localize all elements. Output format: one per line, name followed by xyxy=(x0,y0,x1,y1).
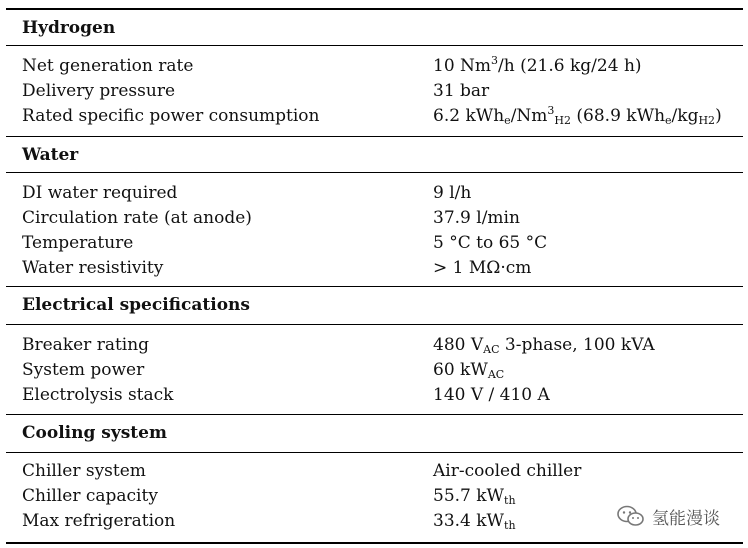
row-label: Net generation rate xyxy=(22,56,194,76)
row-label: Chiller system xyxy=(22,461,146,481)
row-value: 6.2 $kWh_e/Nm^3_{H2}$ (68.9 $kWh_e/kg_{H2}$) xyxy=(433,104,722,127)
row-label: Chiller capacity xyxy=(22,486,158,506)
row-value: 55.7 $kW_{th}$ xyxy=(433,486,516,507)
section-rule xyxy=(6,452,743,453)
watermark xyxy=(616,503,720,529)
section-hydrogen-title: Hydrogen xyxy=(22,18,116,38)
section-rule xyxy=(6,45,743,46)
row-label: Rated specific power consumption xyxy=(22,106,320,126)
section-cooling-title: Cooling system xyxy=(22,423,167,443)
row-value: 10 Nm$^3$/h (21.6 kg/24 h) xyxy=(433,54,642,76)
row-label: Circulation rate (at anode) xyxy=(22,208,252,228)
watermark-text: 氢能漫谈 xyxy=(652,508,720,529)
row-label: Breaker rating xyxy=(22,335,150,355)
wechat-icon xyxy=(616,504,646,528)
section-rule xyxy=(6,414,743,415)
row-value: 480 $V_{AC}$ 3-phase, 100 kVA xyxy=(433,335,655,356)
row-value: 31 bar xyxy=(433,81,490,101)
section-rule xyxy=(6,324,743,325)
section-electrical-title: Electrical specifications xyxy=(22,295,250,315)
table-top-rule xyxy=(6,8,743,10)
table-bottom-rule xyxy=(6,542,743,544)
row-value: 60 $kW_{AC}$ xyxy=(433,360,505,381)
row-value: Air-cooled chiller xyxy=(433,461,582,481)
row-label: Max refrigeration xyxy=(22,511,176,531)
row-label: DI water required xyxy=(22,183,178,203)
row-label: Delivery pressure xyxy=(22,81,176,101)
row-value: 140 V / 410 A xyxy=(433,385,550,405)
section-rule xyxy=(6,172,743,173)
row-value: 5 °C to 65 °C xyxy=(433,233,548,253)
row-label: Electrolysis stack xyxy=(22,385,174,405)
row-value: 37.9 l/min xyxy=(433,208,520,228)
section-rule xyxy=(6,286,743,287)
row-value: 9 l/h xyxy=(433,183,472,203)
row-label: Water resistivity xyxy=(22,258,164,278)
row-label: System power xyxy=(22,360,145,380)
section-water-title: Water xyxy=(22,145,79,165)
row-label: Temperature xyxy=(22,233,134,253)
row-value: > 1 MΩ·cm xyxy=(433,258,532,278)
section-rule xyxy=(6,136,743,137)
row-value: 33.4 $kW_{th}$ xyxy=(433,511,516,532)
